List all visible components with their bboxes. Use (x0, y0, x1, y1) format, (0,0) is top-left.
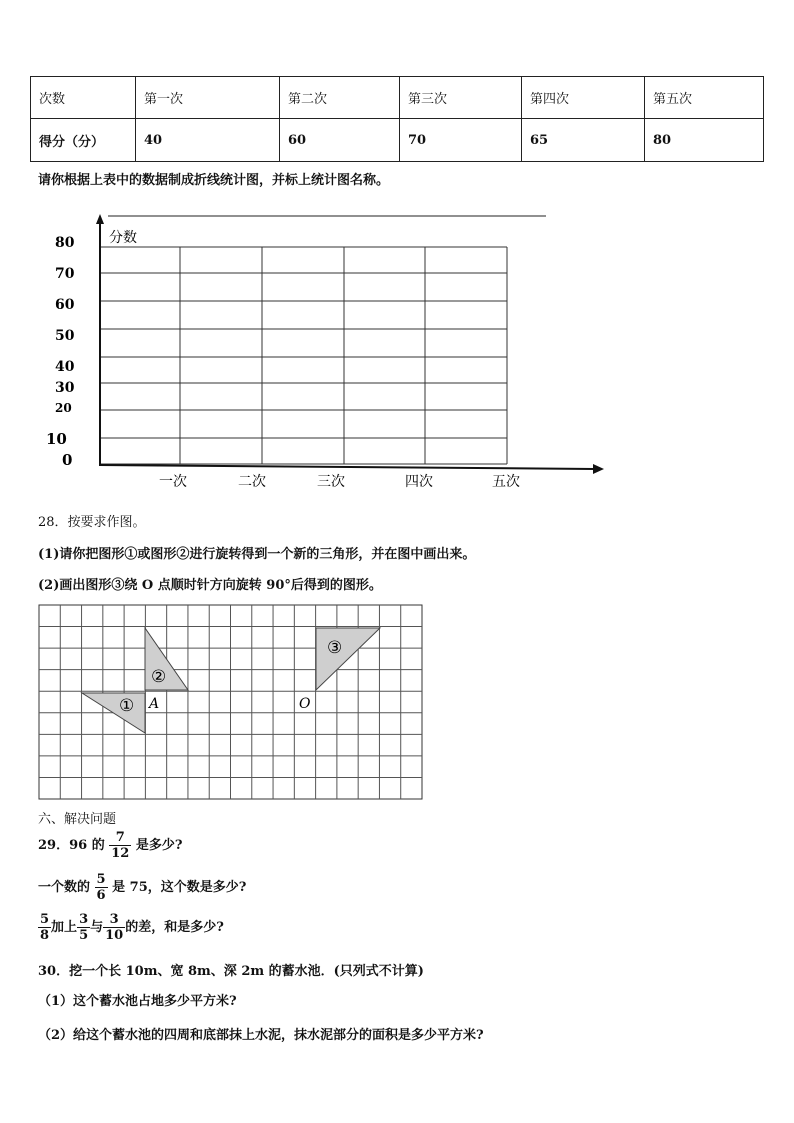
y-axis-arrow (96, 214, 104, 224)
shape-2-label: ② (151, 667, 167, 687)
q28-part1-suffix: 进行旋转得到一个新的三角形，并在图中画出来。 (189, 547, 476, 562)
q28-title: 28．按要求作图。 (38, 515, 146, 530)
q29-line3-mid1: 加上 (51, 920, 78, 935)
fraction-7-12 (109, 830, 131, 861)
y-tick-label: 60 (55, 297, 75, 313)
q30-part2: （2）给这个蓄水池的四周和底部抹上水泥，抹水泥部分的面积是多少平方米? (38, 1028, 484, 1043)
table-cell: 40 (136, 119, 280, 162)
table-cell: 70 (400, 119, 522, 162)
q29-line3-suffix: 的差，和是多少? (125, 920, 224, 935)
y-tick-label: 30 (55, 380, 75, 396)
q29-line2 (38, 872, 246, 903)
fraction-numerator: 5 (96, 872, 106, 887)
x-category-label: 四次 (405, 474, 433, 490)
q29-line1-prefix: 29．96 的 (38, 838, 105, 853)
point-a-label: A (149, 696, 160, 712)
x-axis (100, 465, 595, 469)
fraction-denominator: 6 (96, 888, 106, 903)
table-cell: 60 (280, 119, 400, 162)
instruction-27: 请你根据上表中的数据制成折线统计图，并标上统计图名称。 (38, 173, 390, 188)
y-tick-label: 0 (62, 451, 73, 469)
y-tick-label: 20 (55, 401, 72, 415)
q29-line2-prefix: 一个数的 (38, 880, 91, 895)
fraction-denominator: 5 (79, 928, 89, 943)
q30-part1: （1）这个蓄水池占地多少平方米? (38, 994, 237, 1009)
q28-part2-suffix: 绕 O 点顺时针方向旋转 90°后得到的图形。 (124, 578, 382, 593)
circled-3-label: ③ (111, 578, 125, 593)
x-category-label: 一次 (159, 474, 187, 490)
line-chart (0, 200, 794, 500)
table-cell: 第四次 (522, 77, 645, 119)
y-tick-label: 10 (46, 430, 67, 448)
section-6-title: 六、解决问题 (38, 812, 117, 827)
x-category-label: 三次 (317, 474, 345, 490)
q30-title: 30．挖一个长 10m、宽 8m、深 2m 的蓄水池．(只列式不计算) (38, 964, 424, 979)
circled-1-label: ① (124, 547, 138, 562)
drawing-grid (0, 600, 794, 805)
table-cell: 得分（分） (31, 119, 136, 162)
q28-part1-prefix: (1)请你把图形 (38, 547, 125, 562)
table-cell: 第五次 (645, 77, 764, 119)
q29-line2-suffix: 是 75，这个数是多少? (112, 880, 247, 895)
table-cell: 第二次 (280, 77, 400, 119)
table-cell: 80 (645, 119, 764, 162)
x-axis-arrow (593, 464, 604, 474)
fraction-3-5 (77, 912, 90, 943)
table-data-row (31, 119, 764, 162)
q29-line1 (38, 830, 183, 861)
table-cell: 第三次 (400, 77, 522, 119)
y-tick-label: 50 (55, 328, 75, 344)
fraction-numerator: 7 (109, 830, 131, 846)
x-category-label: 五次 (492, 474, 520, 490)
score-table (30, 76, 764, 162)
y-tick-label: 70 (55, 266, 75, 282)
table-cell: 65 (522, 119, 645, 162)
table-cell: 次数 (31, 77, 136, 119)
fraction-5-6 (95, 872, 108, 903)
q28-part2-prefix: (2)画出图形 (38, 578, 112, 593)
q28-part1 (38, 543, 475, 562)
fraction-numerator: 3 (103, 912, 125, 928)
q29-line3 (38, 912, 224, 943)
table-header-row (31, 77, 764, 119)
fraction-denominator: 10 (105, 928, 124, 943)
fraction-denominator: 12 (111, 846, 130, 861)
table-cell: 第一次 (136, 77, 280, 119)
fraction-denominator: 8 (40, 928, 50, 943)
fraction-3-10 (103, 912, 125, 943)
circled-2-label: ② (176, 547, 190, 562)
fraction-numerator: 5 (40, 912, 50, 927)
q29-line3-mid2: 与 (90, 920, 104, 935)
shape-1-label: ① (119, 696, 135, 716)
point-o-label: O (299, 696, 311, 712)
y-tick-label: 80 (55, 235, 75, 251)
q28-part1-mid: 或图形 (137, 547, 177, 562)
q29-line1-suffix: 是多少? (135, 838, 183, 853)
y-axis-label: 分数 (109, 230, 137, 246)
shape-3-label: ③ (327, 638, 343, 658)
y-tick-label: 40 (55, 359, 75, 375)
fraction-5-8 (38, 912, 51, 943)
q28-part2 (38, 574, 382, 593)
fraction-numerator: 3 (79, 912, 89, 927)
x-category-label: 二次 (238, 474, 266, 490)
